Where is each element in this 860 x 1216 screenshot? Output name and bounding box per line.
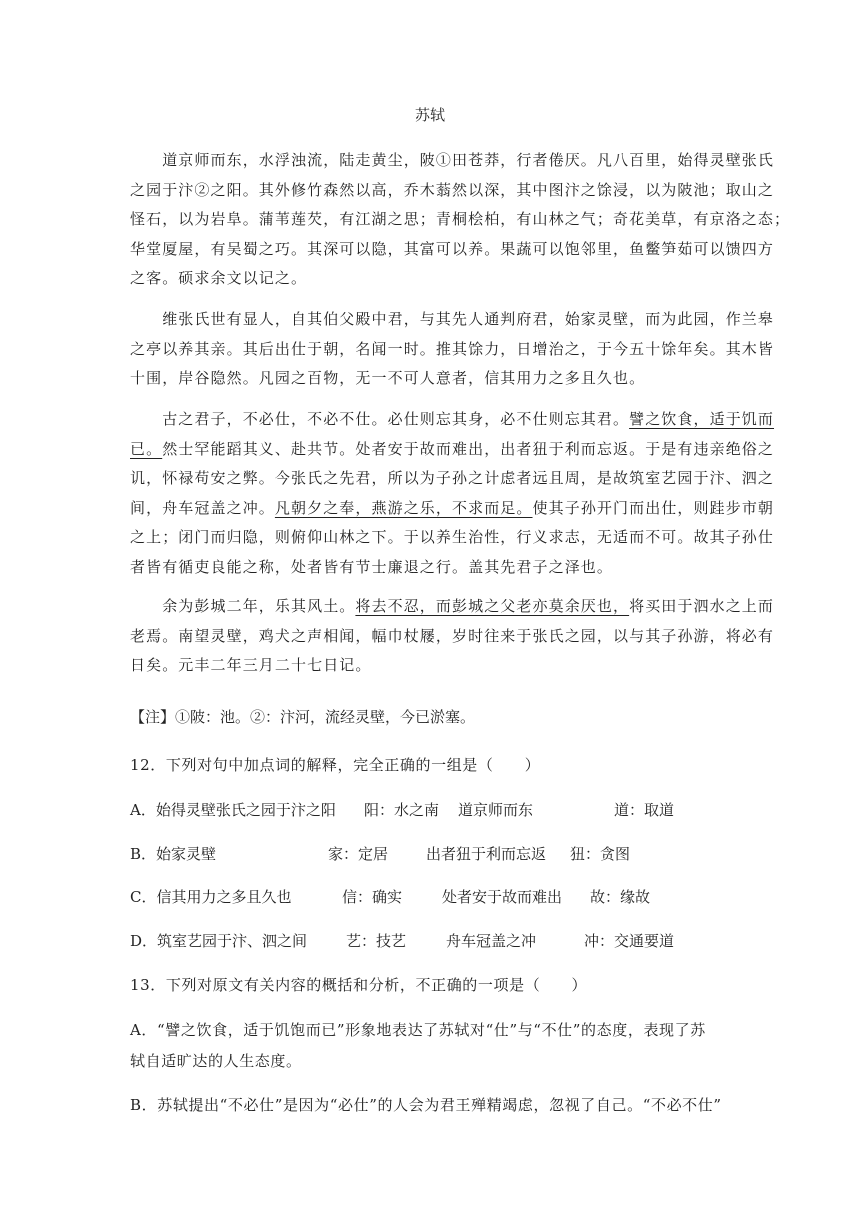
option-text: 舟车冠盖之冲 (446, 932, 537, 950)
option-gloss: 家：定居 (328, 845, 389, 863)
option-gloss: 道：取道 (614, 801, 675, 819)
passage-paragraph-1 (130, 146, 791, 294)
passage-line (130, 435, 775, 465)
passage-text: 然士罕能蹈其义、赴共节。处者安于故而难出，出者狃于利而忘返。于是有违亲绝俗之 (162, 439, 775, 458)
option-text: B．始家灵壁 (130, 845, 217, 863)
passage-paragraph-3 (130, 405, 775, 582)
author-name: 苏轼 (414, 106, 445, 124)
option-text: C．信其用力之多且久也 (130, 888, 292, 906)
passage-line: 华堂厦屋，有吴蜀之巧。其深可以隐，其富可以养。果蔬可以饱邻里，鱼鳖笋茹可以馈四方 (130, 239, 775, 258)
passage-line: 讥，怀禄苟安之弊。今张氏之先君，所以为子孙之计虑者远且周，是故筑室艺园于汴、泗之 (130, 469, 775, 487)
passage-line: 之亭以养其亲。其后出仕于朝，名闻一时。推其馀力，日增治之，于今五十馀年矣。其木皆 (130, 339, 775, 358)
option-gloss: 艺：技艺 (346, 932, 407, 950)
underlined-text: 将去不忍，而彭城之父老亦莫余厌也， (355, 597, 630, 615)
option-gloss: 阳：水之南 (364, 801, 440, 819)
passage-line: 怪石，以为岩阜。蒲苇莲芡，有江湖之思；青桐桧柏，有山林之气；奇花美草，有京洛之态； (130, 210, 791, 228)
question-13-option-a-cont: 轼自适旷达的人生态度。 (130, 1052, 302, 1070)
question-13-stem: 13．下列对原文有关内容的概括和分析，不正确的一项是（ ） (130, 976, 588, 994)
passage-line: 维张氏世有显人，自其伯父殿中君，与其先人通判府君，始家灵壁，而为此园，作兰皋 (130, 310, 775, 328)
option-gloss: 故：缘故 (590, 888, 651, 906)
option-text: A．“譬之饮食，适于饥饱而已”形象地表达了苏轼对“仕”与“不仕”的态度，表现了苏 (130, 1021, 706, 1039)
passage-line: 道京师而东，水浮浊流，陆走黄尘，陂①田苍莽，行者倦厌。凡八百里，始得灵壁张氏 (130, 151, 775, 169)
option-text: A．始得灵壁张氏之园于汴之阳 (130, 801, 336, 819)
underlined-text: 凡朝夕之奉，燕游之乐，不求而足。 (274, 498, 533, 517)
option-gloss: 冲：交通要道 (584, 932, 675, 950)
underlined-text: 已。 (130, 439, 163, 458)
passage-line (130, 592, 775, 622)
passage-line: 十围，岸谷隐然。凡园之百物，无一不可人意者，信其用力之多且久也。 (130, 369, 646, 387)
question-13-option-b[interactable] (130, 1094, 722, 1115)
passage-text: 使其子孙开门而出仕，则跬步市朝 (532, 498, 775, 517)
passage-line: 者皆有循吏良能之称，处者皆有节士廉退之行。盖其先君子之泽也。 (130, 557, 614, 576)
passage-line: 之客。硕求余文以记之。 (130, 269, 308, 287)
passage-text: 将买田于泗水之上而 (629, 597, 775, 615)
option-gloss: 狃：贪图 (570, 845, 631, 863)
passage-text: 间，舟车冠盖之冲。 (130, 498, 275, 517)
passage-line (130, 405, 775, 435)
passage-line: 之园于汴②之阳。其外修竹森然以高，乔木蓊然以深，其中图汴之馀浸，以为陂池；取山之 (130, 180, 775, 199)
question-12-stem: 12．下列对句中加点词的解释，完全正确的一组是（ ） (130, 756, 541, 774)
option-text: 处者安于故而难出 (442, 888, 563, 906)
passage-line (130, 494, 775, 524)
passage-line: 之上；闭门而归隐，则俯仰山林之下。于以养生治性，行义求志，无适而不可。故其子孙仕 (130, 528, 775, 546)
option-gloss: 信：确实 (342, 888, 403, 906)
underlined-text: 譬之饮食，适于饥而 (629, 410, 775, 428)
passage-paragraph-4 (130, 592, 775, 681)
passage-text: 古之君子，不必仕，不必不仕。必仕则忘其身，必不仕则忘其君。 (130, 410, 630, 428)
passage-paragraph-2 (130, 305, 775, 394)
option-text: D．筑室艺园于汴、泗之间 (130, 932, 308, 950)
option-text: 道京师而东 (458, 801, 534, 819)
footnote: 【注】①陂：池。②：汴河，流经灵壁，今已淤塞。 (130, 708, 476, 726)
passage-line: 日矣。元丰二年三月二十七日记。 (130, 656, 372, 674)
passage-text: 余为彭城二年，乐其风土。 (130, 597, 356, 615)
passage-line: 老焉。南望灵壁，鸡犬之声相闻，幅巾杖屦，岁时往来于张氏之园，以与其子孙游，将必有 (130, 626, 775, 645)
option-text: B．苏轼提出“不必仕”是因为“必仕”的人会为君王殚精竭虑，忽视了自己。“不必不仕” (130, 1096, 722, 1114)
option-text: 出者狃于利而忘返 (426, 845, 547, 863)
question-13-option-a[interactable] (130, 1019, 706, 1040)
